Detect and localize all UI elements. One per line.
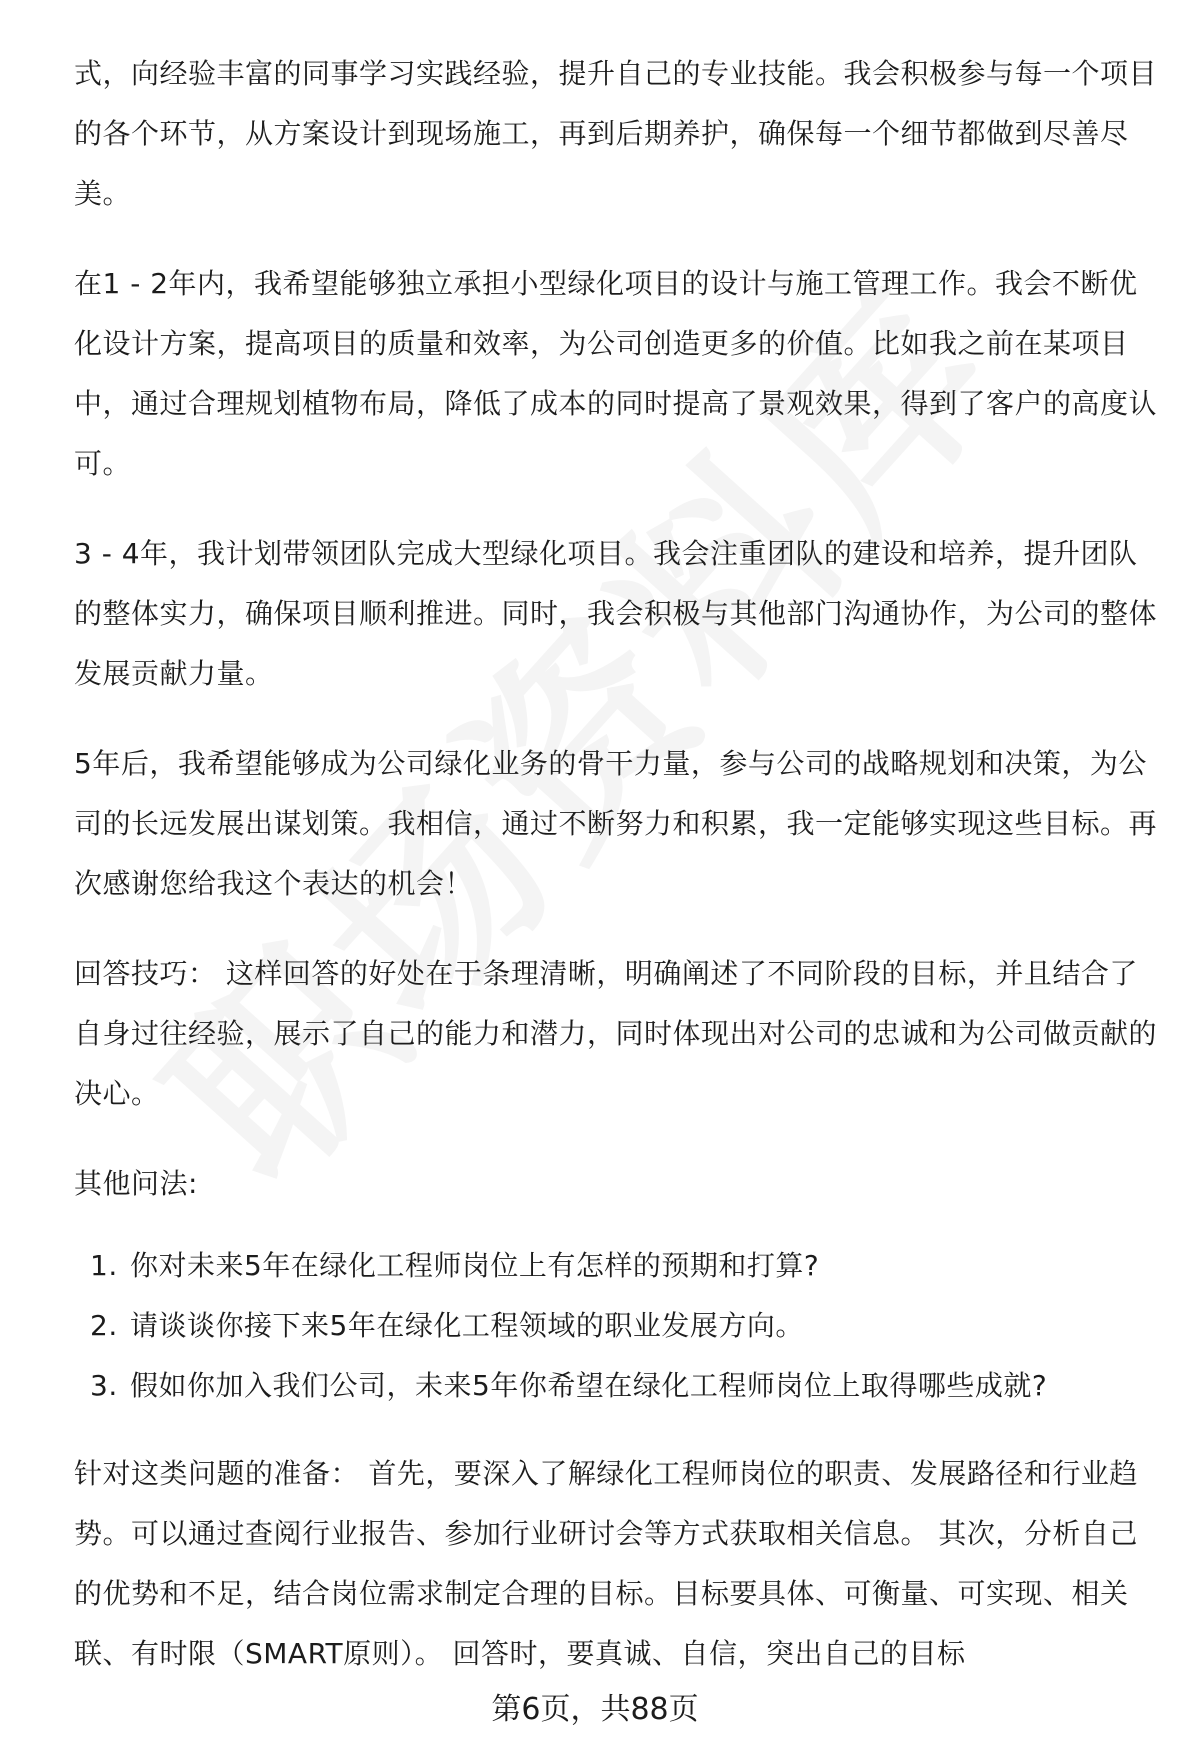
- list-item: [74, 1296, 1164, 1356]
- paragraph-intro-continued: 式，向经验丰富的同事学习实践经验，提升自己的专业技能。我会积极参与每一个项目的各个环节，从方案设计到现场施工，再到后期养护，确保每一个细节都做到尽善尽美。: [74, 57, 1158, 210]
- list-item-text: 请谈谈你接下来5年在绿化工程领域的职业发展方向。: [130, 1309, 804, 1342]
- list-item-number: 1.: [90, 1249, 118, 1282]
- page-number-footer: 第6页，共88页: [491, 1692, 699, 1727]
- list-item-number: 2.: [90, 1309, 118, 1342]
- paragraph-5-years: 5年后，我希望能够成为公司绿化业务的骨干力量，参与公司的战略规划和决策，为公司的长远发展出谋划策。我相信，通过不断努力和积累，我一定能够实现这些目标。再次感谢您给我这个表达的机会！: [74, 747, 1158, 900]
- list-item-number: 3.: [90, 1369, 118, 1402]
- paragraph-preparation: 针对这类问题的准备： 首先，要深入了解绿化工程师岗位的职责、发展路径和行业趋势。可以通过查阅行业报告、参加行业研讨会等方式获取相关信息。 其次，分析自己的优势和不足，结合岗位需求制定合理的目标。目标要具体、可衡量、可实现、相关联、有时限（SMART原则）。 回答时，要真诚、自信，突出自己的目标: [74, 1457, 1138, 1670]
- list-item-text: 你对未来5年在绿化工程师岗位上有怎样的预期和打算?: [130, 1249, 820, 1282]
- other-questions-list: [74, 1236, 1164, 1416]
- paragraph-1-2-years: 在1 - 2年内，我希望能够独立承担小型绿化项目的设计与施工管理工作。我会不断优化设计方案，提高项目的质量和效率，为公司创造更多的价值。比如我之前在某项目中，通过合理规划植物布局，降低了成本的同时提高了景观效果，得到了客户的高度认可。: [74, 267, 1158, 480]
- other-questions-label: 其他问法:: [74, 1167, 198, 1200]
- list-item: [74, 1356, 1164, 1416]
- document-body: [74, 44, 1164, 1714]
- list-item-text: 假如你加入我们公司，未来5年你希望在绿化工程师岗位上取得哪些成就?: [130, 1369, 1048, 1402]
- paragraph-answer-tips: 回答技巧： 这样回答的好处在于条理清晰，明确阐述了不同阶段的目标，并且结合了自身过往经验，展示了自己的能力和潜力，同时体现出对公司的忠诚和为公司做贡献的决心。: [74, 957, 1158, 1110]
- list-item: [74, 1236, 1164, 1296]
- paragraph-3-4-years: 3 - 4年，我计划带领团队完成大型绿化项目。我会注重团队的建设和培养，提升团队的整体实力，确保项目顺利推进。同时，我会积极与其他部门沟通协作，为公司的整体发展贡献力量。: [74, 537, 1158, 690]
